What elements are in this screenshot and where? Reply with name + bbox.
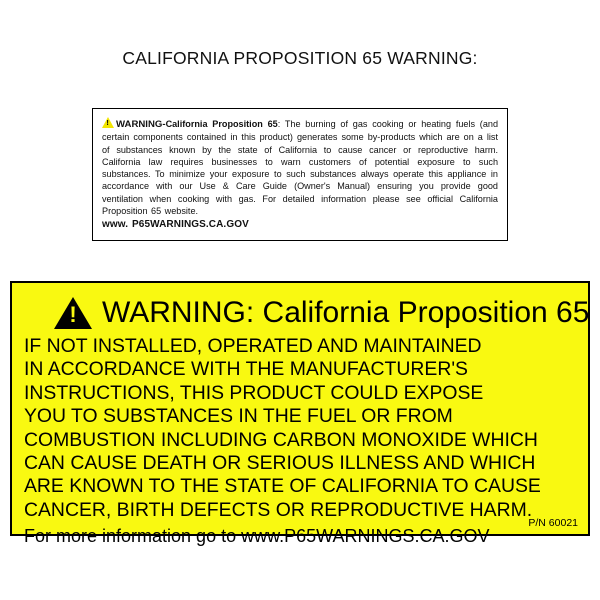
yellow-warning-more-info: For more information go to www.P65WARNINGS.CA.GOV xyxy=(24,526,490,547)
yellow-warning-body-line: YOU TO SUBSTANCES IN THE FUEL OR FROM xyxy=(24,405,453,428)
yellow-warning-label xyxy=(10,281,590,547)
white-warning-prop-label: California Proposition 65 xyxy=(165,119,278,129)
yellow-warning-body-line: INSTRUCTIONS, THIS PRODUCT COULD EXPOSE xyxy=(24,381,484,404)
warning-triangle-icon xyxy=(102,117,114,128)
yellow-warning-body-line: IN ACCORDANCE WITH THE MANUFACTURER'S xyxy=(24,358,468,381)
yellow-warning-title: WARNING: California Proposition 65 xyxy=(102,296,590,329)
white-warning-label xyxy=(92,108,508,241)
white-warning-url: www. P65WARNINGS.CA.GOV xyxy=(102,219,249,231)
yellow-warning-body xyxy=(24,335,576,522)
yellow-warning-title-row xyxy=(24,296,590,329)
part-number: P/N 60021 xyxy=(528,517,578,529)
page-title: CALIFORNIA PROPOSITION 65 WARNING: xyxy=(122,48,478,68)
yellow-warning-body-line: IF NOT INSTALLED, OPERATED AND MAINTAINED xyxy=(24,335,482,357)
yellow-warning-body-line: COMBUSTION INCLUDING CARBON MONOXIDE WHICH xyxy=(24,428,538,451)
yellow-warning-body-line: CAN CAUSE DEATH OR SERIOUS ILLNESS AND WHICH xyxy=(24,452,536,475)
white-warning-text xyxy=(102,116,498,232)
white-warning-body: : The burning of gas cooking or heating fuels (and certain components contained in this product) generates some by-products which are on a list of substances known by the state of California to cause cancer or reproductive harm. California law requires businesses to warn customers of potential exposure to such substances. To minimize your exposure to such substances always operate this appliance in accordance with our Use & Care Guide (Owner's Manual) ensuring you provide good ventilation when cooking with gas. For detailed information please see official California Proposition 65 website. xyxy=(102,119,499,217)
white-warning-word: WARNING- xyxy=(116,119,166,130)
yellow-warning-body-line: CANCER, BIRTH DEFECTS OR REPRODUCTIVE HARM. xyxy=(24,498,533,521)
warning-triangle-icon xyxy=(54,297,92,329)
yellow-warning-body-line: ARE KNOWN TO THE STATE OF CALIFORNIA TO CAUSE xyxy=(24,475,541,498)
